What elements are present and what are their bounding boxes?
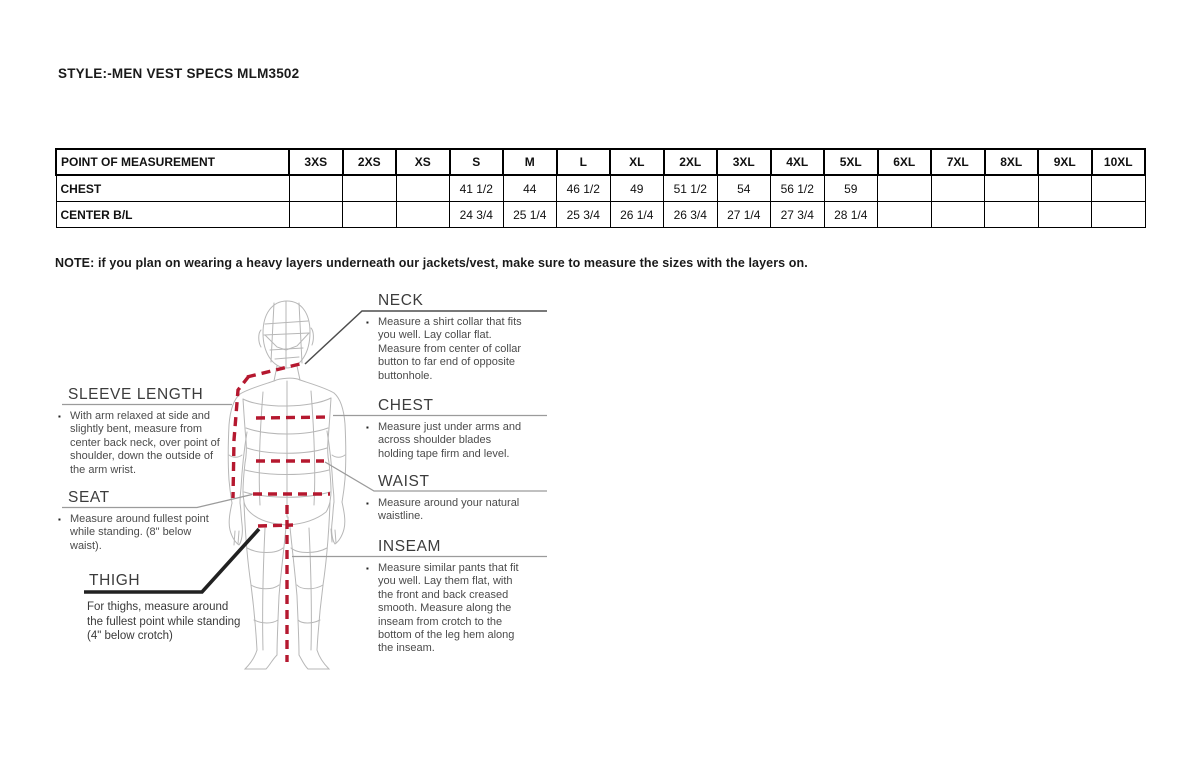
value-cell: 59: [824, 175, 878, 202]
value-cell: [343, 175, 397, 202]
chest-heading: CHEST: [378, 397, 434, 414]
size-chart-table: [55, 148, 1146, 228]
bullet-square-icon: ▪: [366, 564, 369, 573]
value-cell: [931, 175, 985, 202]
table-row: [56, 202, 1145, 228]
size-header-cell: 5XL: [824, 149, 878, 175]
value-cell: [1038, 175, 1092, 202]
size-header-cell: L: [557, 149, 611, 175]
value-cell: 26 3/4: [664, 202, 718, 228]
value-cell: 27 3/4: [771, 202, 825, 228]
value-cell: 26 1/4: [610, 202, 664, 228]
size-header-cell: 10XL: [1092, 149, 1146, 175]
bullet-square-icon: ▪: [58, 412, 61, 421]
row-label-cell: CENTER B/L: [56, 202, 289, 228]
size-header-cell: M: [503, 149, 557, 175]
measurement-dash-lines: [233, 363, 331, 662]
neck-description: ▪ Measure a shirt collar that fits you well. Lay collar flat. Measure from center of collar button to far end of opposite buttonhole.: [366, 316, 522, 382]
thigh-heading: THIGH: [89, 572, 141, 589]
value-cell: [1092, 175, 1146, 202]
value-cell: 56 1/2: [771, 175, 825, 202]
value-cell: [396, 202, 450, 228]
thigh-description: For thighs, measure around the fullest point while standing (4" below crotch): [87, 601, 241, 643]
inseam-description: ▪ Measure similar pants that fit you well. Lay them flat, with the front and back creased smooth. Measure along the inseam from crotch to the bottom of the leg hem along the inseam.: [366, 562, 519, 655]
row-label-cell: CHEST: [56, 175, 289, 202]
value-cell: 28 1/4: [824, 202, 878, 228]
note-text: NOTE: if you plan on wearing a heavy layers underneath our jackets/vest, make sure to measure the sizes with the layers on.: [55, 256, 808, 270]
value-cell: [343, 202, 397, 228]
waist-heading: WAIST: [378, 473, 430, 490]
value-cell: [931, 202, 985, 228]
value-cell: 25 1/4: [503, 202, 557, 228]
poms-header-cell: POINT OF MEASUREMENT: [56, 149, 289, 175]
value-cell: 27 1/4: [717, 202, 771, 228]
seat-description: ▪ Measure around fullest point while standing. (8" below waist).: [58, 513, 209, 552]
waist-description: ▪ Measure around your natural waistline.: [366, 497, 520, 523]
size-header-cell: 9XL: [1038, 149, 1092, 175]
size-header-cell: XS: [396, 149, 450, 175]
size-header-cell: S: [450, 149, 504, 175]
size-header-cell: 4XL: [771, 149, 825, 175]
table-row: [56, 175, 1145, 202]
value-cell: 24 3/4: [450, 202, 504, 228]
value-cell: 41 1/2: [450, 175, 504, 202]
inseam-heading: INSEAM: [378, 538, 442, 555]
size-header-cell: 8XL: [985, 149, 1039, 175]
bullet-square-icon: ▪: [58, 515, 61, 524]
bullet-square-icon: ▪: [366, 423, 369, 432]
value-cell: [878, 202, 932, 228]
sleeve-length-heading: SLEEVE LENGTH: [68, 386, 204, 403]
value-cell: [985, 175, 1039, 202]
value-cell: 46 1/2: [557, 175, 611, 202]
value-cell: 51 1/2: [664, 175, 718, 202]
size-header-cell: 7XL: [931, 149, 985, 175]
size-header-cell: 3XS: [289, 149, 343, 175]
value-cell: 54: [717, 175, 771, 202]
size-header-cell: 3XL: [717, 149, 771, 175]
bullet-square-icon: ▪: [366, 318, 369, 327]
size-header-cell: 6XL: [878, 149, 932, 175]
chest-description: ▪ Measure just under arms and across shoulder blades holding tape firm and level.: [366, 421, 522, 460]
neck-heading: NECK: [378, 292, 424, 309]
value-cell: [289, 175, 343, 202]
value-cell: [396, 175, 450, 202]
size-header-cell: 2XL: [664, 149, 718, 175]
chest-measure-line: [256, 417, 331, 418]
value-cell: 25 3/4: [557, 202, 611, 228]
size-header-cell: XL: [610, 149, 664, 175]
value-cell: [1092, 202, 1146, 228]
value-cell: 49: [610, 175, 664, 202]
seat-heading: SEAT: [68, 489, 110, 506]
size-chart-header-row: [56, 149, 1145, 175]
waist-connector: [325, 462, 547, 491]
size-header-cell: 2XS: [343, 149, 397, 175]
bullet-square-icon: ▪: [366, 499, 369, 508]
sleeve-length-description: ▪ With arm relaxed at side and slightly bent, measure from center back neck, over point of shoulder, down the outside of the arm wrist.: [58, 410, 220, 476]
value-cell: [985, 202, 1039, 228]
value-cell: [289, 202, 343, 228]
value-cell: [878, 175, 932, 202]
page-title: STYLE:-MEN VEST SPECS MLM3502: [58, 66, 300, 81]
value-cell: 44: [503, 175, 557, 202]
value-cell: [1038, 202, 1092, 228]
